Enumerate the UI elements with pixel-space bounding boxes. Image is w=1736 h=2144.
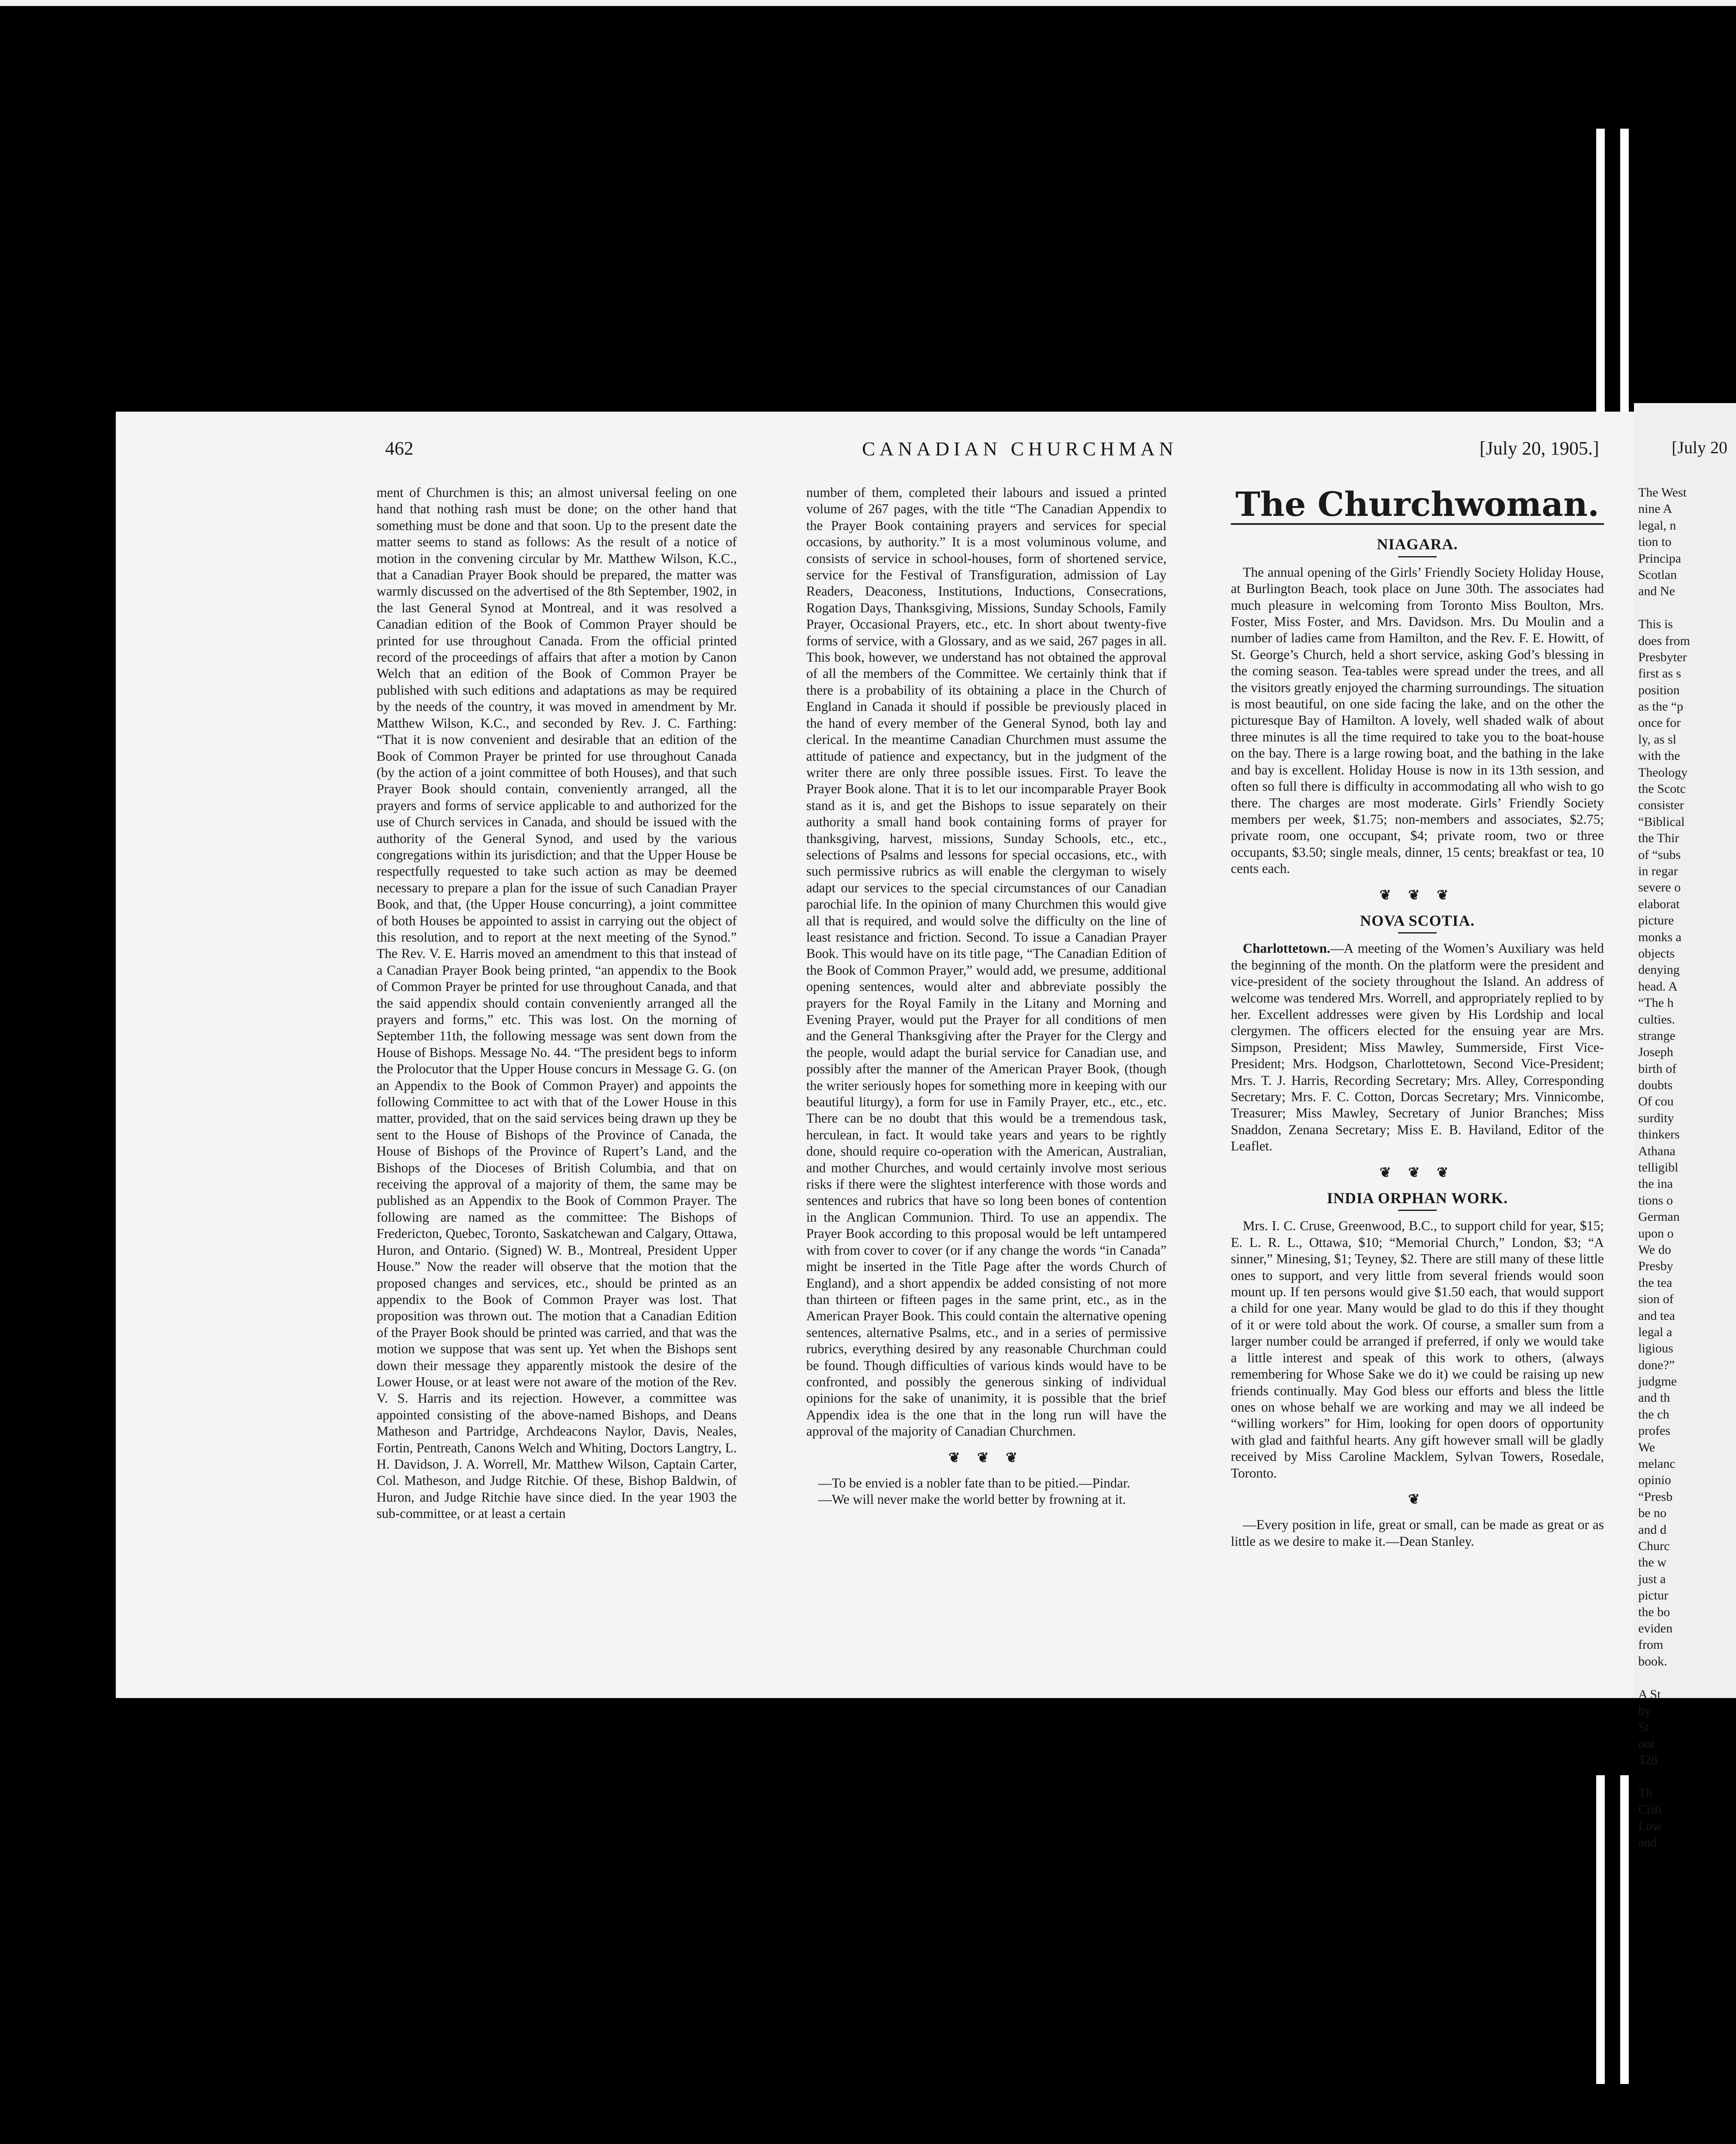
fragment-line: of “subs	[1638, 847, 1681, 862]
section-body: —A meeting of the Women’s Auxiliary was held the beginning of the month. On the platform were the president and vice-president of the society throughout the Island. An address of welcome was tendered Mrs. Worrell, and appropriately replied to by her. Excellent addresses were given by His Lordship and local clergymen. The officers elected for the ensuing year are Mrs. Simpson, President; Miss Mawley, Summerside, First Vice-President; Mrs. Hodgson, Charlottetown, Second Vice-President; Mrs. T. J. Harris, Recording Secretary; Mrs. Alley, Corresponding Secretary; Mrs. F. C. Cotton, Dorcas Secretary; Mrs. Vinnicombe, Treasurer; Miss Mawley, Secretary of Junior Branches; Miss Snaddon, Zenana Secretary; Miss E. B. Haviland, Editor of the Leaflet.	[1231, 941, 1604, 1154]
fragment-line: birth of	[1638, 1061, 1677, 1076]
fragment-line: St.	[1638, 1720, 1652, 1734]
fragment-line: melanc	[1638, 1457, 1676, 1471]
ornament-divider: ❦ ❦ ❦	[1379, 1164, 1456, 1180]
fragment-line: profes	[1638, 1424, 1670, 1438]
fragment-line: in regar	[1638, 864, 1678, 878]
fragment-line: from	[1638, 1638, 1664, 1652]
section-text-india-orphan-work: Mrs. I. C. Cruse, Greenwood, B.C., to support child for year, $15; E. L. R. L., Ottawa, $10; “Memorial Church,” London, $3; “A sinner,” Minesing, $1; Teyney, $2. There are still many of these little ones to support, and very little from several friends would soon mount up. If ten persons would give $1.50 each, that would support a child for one year. Many would be glad to do this if they thought of it or were told about the work. Of course, a smaller sum from a larger number could be arranged if preferred, if only we would take a little interest and speak of this work to others, (always remembering for Whose Sake we do it) we could be raising up new friends continually. May God bless our efforts and bless the little ones on whose behalf we are working and may we all indeed be “willing workers” for Him, looking for open doors of opportunity with glad and faithful hearts. Any gift however small will be gladly received by Miss Caroline Macklem, Sylvan Towers, Rosedale, Toronto.	[1231, 1218, 1604, 1481]
fragment-line: 328	[1638, 1753, 1658, 1768]
fragment-line: the bo	[1638, 1605, 1670, 1619]
fragment-line: tion to	[1638, 535, 1672, 549]
section-text-niagara: The annual opening of the Girls’ Friendly Society Holiday House, at Burlington Beach, took place on June 30th. The associates had much pleasure in welcoming from Toronto Miss Boulton, Mrs. Foster, Miss Foster, and Mrs. Davidson. Mrs. Du Moulin and a number of ladies came from Hamilton, and the Rev. F. E. Howitt, of St. George’s Church, held a short service, asking God’s blessing in the coming season. Tea-tables were spread under the trees, and all the visitors greatly enjoyed the charming surroundings. The situation is most beautiful, on one side facing the lake, and on the other the picturesque Bay of Hamilton. A lovely, well shaded walk of about three minutes is all the time required to take you to the boat-house on the bay. There is a large rowing boat, and the bathing in the lake and bay is excellent. Holiday House is now in its 13th session, and often so full there is difficulty in accommodating all who wish to go there. The charges are most moderate. Girls’ Friendly Society members per week, $1.75; non-members and associates, $2.75; private room, one occupant, $4; private room, two or three occupants, $3.50; single meals, dinner, 15 cents; breakfast or tea, 10 cents each.	[1231, 564, 1604, 876]
next-page-fragment-lines	[1638, 485, 1690, 1851]
fragment-line: doubts	[1638, 1078, 1673, 1093]
fragment-line: We	[1638, 1440, 1655, 1454]
fragment-line: German	[1638, 1210, 1680, 1224]
fragment-line: and Ne	[1638, 584, 1675, 599]
film-mark-top-left	[1596, 129, 1605, 412]
fragment-line: by	[1638, 1703, 1651, 1718]
fragment-line: and	[1638, 1835, 1657, 1850]
ornament-small: ❦	[1408, 1491, 1427, 1507]
film-mark-bottom-left	[1596, 1775, 1605, 2084]
quote-frowning: —We will never make the world better by frowning at it.	[818, 1492, 1126, 1507]
fragment-line: We do	[1638, 1242, 1671, 1257]
fragment-line: monks a	[1638, 930, 1682, 944]
short-rule	[1398, 1210, 1437, 1211]
fragment-line: objects	[1638, 946, 1675, 961]
newspaper-page	[116, 412, 1664, 1698]
fragment-line: the ina	[1638, 1177, 1673, 1191]
fragment-line: consister	[1638, 798, 1684, 813]
next-page-edge	[1634, 403, 1736, 1850]
fragment-line: the Scotc	[1638, 782, 1686, 796]
fragment-line: opinio	[1638, 1473, 1671, 1488]
fragment-line: Joseph	[1638, 1045, 1673, 1060]
fragment-line: legal, n	[1638, 518, 1676, 533]
fragment-line: Of cou	[1638, 1094, 1674, 1109]
running-head: CANADIAN CHURCHMAN	[862, 438, 1178, 460]
churchwoman-column	[1231, 485, 1604, 1550]
quote-pindar: —To be envied is a nobler fate than to be pitied.—Pindar.	[818, 1475, 1130, 1491]
short-rule	[1398, 556, 1437, 557]
fragment-line: the Thir	[1638, 831, 1679, 846]
fragment-line: with the	[1638, 749, 1680, 763]
fragment-line: done?”	[1638, 1358, 1675, 1372]
fragment-line: the tea	[1638, 1275, 1673, 1290]
fragment-line: nine A	[1638, 502, 1673, 516]
film-edge-top	[0, 0, 1736, 6]
fragment-line: once for	[1638, 716, 1681, 730]
fragment-line: A St	[1638, 1687, 1661, 1701]
fragment-line: be no	[1638, 1506, 1667, 1521]
fragment-line: does from	[1638, 633, 1690, 648]
fragment-line	[1638, 1670, 1690, 1686]
section-heading-niagara: NIAGARA.	[1377, 536, 1458, 553]
fragment-line: elaborat	[1638, 897, 1680, 911]
fragment-line: tions o	[1638, 1193, 1673, 1208]
fragment-line: “The h	[1638, 996, 1674, 1010]
fragment-line: This is	[1638, 617, 1673, 632]
article-text: number of them, completed their labours and issued a printed volume of 267 pages, with the title “The Canadian Appendix to the Prayer Book containing prayers and services for special occasions, by authority.” It is a most voluminous volume, and consists of service in school-houses, form of shortened service, service for the Festival of Transfiguration, admission of Lay Readers, Deaconess, Institutions, Inductions, Consecrations, Rogation Days, Thanksgiving, Missions, Sunday Schools, Family Prayer, Occasional Prayers, etc., etc. In short about twenty-five forms of service, with a Glossary, and as we said, 267 pages in all. This book, however, we understand has not obtained the approval of all the members of the Committee. We certainly think that if there is a probability of its obtaining a place in the Church of England in Canada it should if possible be previously placed in the hand of every member of the General Synod, both lay and clerical. In the meantime Canadian Churchmen must assume the attitude of patience and expectancy, but in the judgment of the writer there are only three possible issues. First. To leave the Prayer Book alone. That it is to let our incomparable Prayer Book stand as it is, and get the Bishops to issue separately on their authority a small hand book containing forms of prayer for thanksgiving, harvest, missions, Sunday Schools, etc., etc., selections of Psalms and lessons for special occasions, etc., with such permissive rubrics as will enable the clergyman to wisely adapt our services to the special circumstances of our Canadian parochial life. In the opinion of many Churchmen this would give all that is required, and would solve the difficulty on the line of least resistance and friction. Second. To issue a Canadian Prayer Book. This would have on its title page, “The Canadian Edition of the Book of Common Prayer,” would add, we presume, additional opening sentences, would alter and abbreviate possibly the prayers for the Royal Family in the Litany and Morning and Evening Prayer, would put the Prayer for all conditions of men and the General Thanksgiving after the Prayer for the Clergy and the people, would adapt the burial service for Canadian use, and possibly after the manner of the American Prayer Book, (though the writer seriously hopes for something more in keeping with our beautiful liturgy), a form for use in Family Prayer, etc., etc., etc. There can be no doubt that this would be a tremendous task, herculean, in fact. It would take years and years to be rightly done, should require co-operation with the American, Australian, and mother Churches, and would certainly involve most serious risks if there were the slightest interference with those words and sentences and rubrics that have so long been bones of contention in the Anglican Communion. Third. To use an appendix. The Prayer Book according to this proposal would be left untampered with from cover to cover (or if any change the words “in Canada” might be inserted in the Title Page after the words Church of England), and a short appendix be added consisting of not more than thirteen or fifteen pages in the same print, etc., as in the American Prayer Book. This could contain the alternative opening sentences, alternative Psalms, etc., and in a series of permissive rubrics, everything desired by any reasonable Churchman could be found. Though difficulties of various kinds would have to be confronted, and possibly the generous sinking of individual opinions for the sake of unanimity, it is possible that the brief Appendix idea is the one that in the long run will have the approval of the majority of Canadian Churchmen.	[806, 485, 1166, 1439]
fragment-line: eviden	[1638, 1621, 1673, 1635]
fragment-line: denying	[1638, 963, 1680, 977]
section-masthead: The Churchwoman.	[1235, 485, 1600, 524]
article-column-2	[806, 485, 1166, 1508]
fragment-line: picture	[1638, 913, 1674, 928]
fragment-line: position	[1638, 683, 1680, 697]
fragment-line: Athana	[1638, 1144, 1676, 1158]
fragment-line: Churc	[1638, 1539, 1670, 1553]
fragment-line: and tea	[1638, 1308, 1675, 1323]
section-heading-india-orphan-work: INDIA ORPHAN WORK.	[1326, 1189, 1508, 1207]
fragment-line: ly, as sl	[1638, 732, 1676, 747]
fragment-line: the w	[1638, 1555, 1667, 1570]
film-mark-top-right	[1620, 129, 1629, 412]
page-header	[116, 437, 1664, 467]
fragment-line: Scotlan	[1638, 567, 1677, 582]
next-page-header: [July 20	[1672, 438, 1727, 457]
fragment-line: Principa	[1638, 551, 1681, 566]
scanner-thumb-shadow	[356, 2050, 656, 2144]
fragment-line: and d	[1638, 1522, 1667, 1537]
fragment-line: sion of	[1638, 1292, 1674, 1307]
section-text-nova-scotia	[1231, 940, 1604, 1154]
article-column-1	[377, 485, 737, 1522]
quote-dean-stanley: —Every position in life, great or small, can be made as great or as little as we desire to make it.—Dean Stanley.	[1231, 1517, 1604, 1549]
fragment-line: strange	[1638, 1028, 1676, 1043]
page-number: 462	[385, 438, 413, 459]
fragment-line: Presbyter	[1638, 650, 1687, 664]
fragment-line: head. A	[1638, 979, 1678, 994]
fragment-line: ont	[1638, 1736, 1655, 1751]
ornament-divider: ❦ ❦ ❦	[948, 1449, 1025, 1465]
fragment-line: just a	[1638, 1572, 1666, 1586]
fragment-line: thinkers	[1638, 1127, 1680, 1142]
ornament-divider: ❦ ❦ ❦	[1379, 887, 1456, 903]
fragment-line: upon o	[1638, 1226, 1674, 1241]
film-mark-bottom-right	[1620, 1775, 1629, 2084]
fragment-line	[1638, 1768, 1690, 1785]
issue-date: [July 20, 1905.]	[1480, 438, 1599, 459]
fragment-line: book.	[1638, 1654, 1667, 1668]
fragment-line: The West	[1638, 485, 1687, 500]
fragment-line: judgme	[1638, 1374, 1677, 1389]
section-heading-nova-scotia: NOVA SCOTIA.	[1360, 912, 1475, 929]
fragment-line: Low	[1638, 1819, 1662, 1833]
fragment-line: Presby	[1638, 1259, 1673, 1274]
fragment-line: Criti	[1638, 1802, 1662, 1817]
fragment-line: first as s	[1638, 666, 1681, 681]
fragment-line: Theology	[1638, 765, 1688, 780]
fragment-line: pictur	[1638, 1588, 1668, 1603]
fragment-line: telligibl	[1638, 1160, 1679, 1175]
fragment-line: the ch	[1638, 1407, 1670, 1421]
fragment-line	[1638, 600, 1690, 616]
fragment-line: surdity	[1638, 1111, 1674, 1125]
fragment-line: culties.	[1638, 1012, 1675, 1027]
short-rule	[1398, 932, 1437, 933]
fragment-line: legal a	[1638, 1325, 1673, 1339]
fragment-line: ligious	[1638, 1341, 1673, 1356]
fragment-line: severe o	[1638, 880, 1681, 895]
fragment-line: as the “p	[1638, 699, 1683, 714]
place-name: Charlottetown.	[1243, 941, 1330, 956]
fragment-line: and th	[1638, 1391, 1670, 1405]
article-text: ment of Churchmen is this; an almost universal feeling on one hand that nothing rash must be done; on the other hand that something must be done and that soon. Up to the present date the matter seems to stand as follows: As the result of a notice of motion in the convening circular by Mr. Matthew Wilson, K.C., that a Canadian Prayer Book should be prepared, the matter was warmly discussed on the advertised of the 8th September, 1902, in the last General Synod at Montreal, and it was resolved a Canadian edition of the Book of Common Prayer should be printed for use throughout Canada. From the official printed record of the proceedings of affairs that after a motion by Canon Welch that an edition of the Book of Common Prayer be published with such editions and adaptations as may be required by the needs of the country, it was moved in amendment by Mr. Matthew Wilson, K.C., and seconded by Rev. J. C. Farthing: “That it is now convenient and desirable that an edition of the Book of Common Prayer be printed for use throughout Canada (by the action of a joint committee of both Houses), and that such Prayer Book should contain, conveniently arranged, all the prayers and forms of service applicable to and authorized for the use of Church services in Canada, and should be issued with the authority of the General Synod, and used by the various congregations within its jurisdiction; and that the Upper House be respectfully requested to take such action as may be deemed necessary to prepare a plan for the issue of such Canadian Prayer Book, and that, (the Upper House concurring), a joint committee of both Houses be appointed to assist in carrying out the object of this resolution, and to report at the next meeting of the Synod.” The Rev. V. E. Harris moved an amendment to this that instead of a Canadian Prayer Book being printed, “an appendix to the Book of Common Prayer be printed for use throughout Canada, and that the said appendix should contain conveniently arranged all the prayers and forms,” etc. This was lost. On the morning of September 11th, the following message was sent down from the House of Bishops. Message No. 44. “The president begs to inform the Prolocutor that the Upper House concurs in Message G. G. (on an Appendix to the Book of Common Prayer) and appoints the following Committee to act with that of the Lower House in this matter, provided, that on the said services being drawn up they be sent to the House of Bishops of the Province of Canada, the House of Bishops of the Province of Rupert’s Land, and the Bishops of the Dioceses of British Columbia, and that on receiving the approval of a majority of them, the same may be published as an Appendix to the Book of Common Prayer. The following are named as the committee: The Bishops of Fredericton, Quebec, Toronto, Saskatchewan and Calgary, Ottawa, Huron, and Ontario. (Signed) W. B., Montreal, President Upper House.” Now the reader will observe that the motion that the proposed changes and services, etc., should be printed as an appendix to the Book of Common Prayer was lost. That proposition was thrown out. The motion that a Canadian Edition of the Prayer Book should be printed was carried, and that was the motion we suppose that was sent up. Yet when the Bishops sent down their message they apparently mistook the desire of the Lower House, or at least were not aware of the motion of the Rev. V. S. Harris and its rejection. However, a committee was appointed consisting of the above-named Bishops, and Deans Matheson and Partridge, Archdeacons Naylor, Davis, Neales, Fortin, Pentreath, Canons Welch and Whiting, Doctors Langtry, L. H. Davidson, J. A. Worrell, Mr. Matthew Wilson, Captain Carter, Col. Matheson, and Judge Ritchie. Of these, Bishop Baldwin, of Huron, and Judge Ritchie have since died. In the year 1903 the sub-committee, or at least a certain	[377, 485, 737, 1521]
fragment-line: “Presb	[1638, 1489, 1673, 1504]
fragment-line: Th	[1638, 1786, 1653, 1800]
fragment-line: “Biblical	[1638, 814, 1685, 829]
